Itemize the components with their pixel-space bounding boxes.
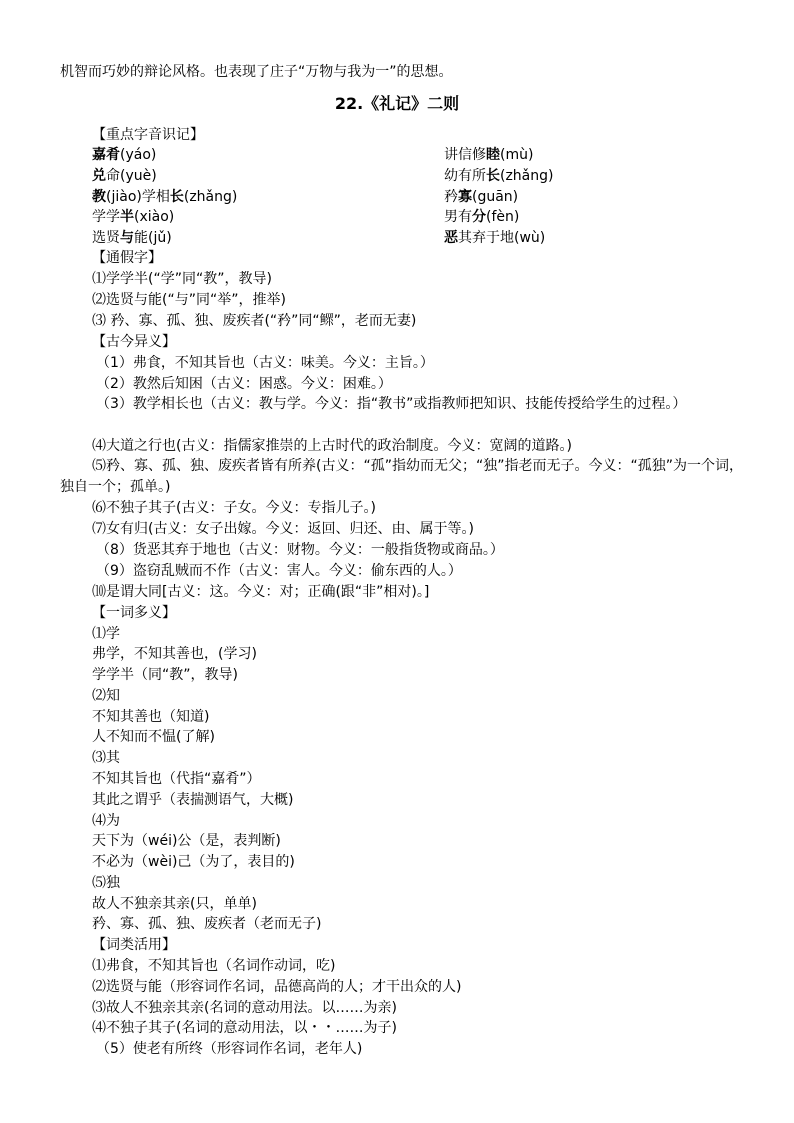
gujin-item-3: （3）教学相长也（古义：教与学。今义：指“教书”或指教师把知识、技能传授给学生的过程。） bbox=[96, 396, 687, 412]
huoyong-item-2: ⑵选贤与能（形容词作名词，品德高尚的人；才干出众的人) bbox=[92, 979, 462, 995]
duoyi-item-7: ⑶其 bbox=[92, 750, 120, 766]
huoyong-item-3: ⑶故人不独亲其亲(名词的意动用法。以……为亲) bbox=[92, 1000, 397, 1016]
section-heading-tongjia: 【通假字】 bbox=[92, 250, 162, 266]
gujin-item-1: （1）弗食，不知其旨也（古义：味美。今义：主旨。） bbox=[96, 355, 434, 371]
duoyi-item-2: 弗学，不知其善也，(学习) bbox=[92, 646, 257, 662]
duoyi-item-14: 故人不独亲其亲(只，单单) bbox=[92, 896, 257, 912]
section-heading-gujin: 【古今异义】 bbox=[92, 334, 176, 350]
page-title: 22.《礼记》二则 bbox=[334, 94, 460, 113]
gujin-item-8: （8）货恶其弃于地也（古义：财物。今义：一般指货物或商品。） bbox=[96, 542, 504, 558]
pron-left-4: 学学半(xiào) bbox=[92, 209, 175, 225]
gujin-item-6: ⑹不独子其子(古义：子女。今义：专指儿子。) bbox=[92, 500, 376, 516]
duoyi-item-1: ⑴学 bbox=[92, 626, 120, 642]
pron-right-1: 讲信修睦(mù) bbox=[444, 147, 534, 163]
huoyong-item-5: （5）使老有所终（形容词作名词，老年人) bbox=[96, 1041, 363, 1057]
duoyi-item-13: ⑸独 bbox=[92, 875, 120, 891]
gujin-item-7: ⑺女有归(古义：女子出嫁。今义：返回、归还、由、属于等。) bbox=[92, 521, 474, 537]
gujin-item-4: ⑷大道之行也(古义：指儒家推崇的上古时代的政治制度。今义：宽阔的道路。) bbox=[92, 438, 572, 454]
duoyi-item-6: 人不知而不愠(了解) bbox=[92, 729, 215, 745]
duoyi-item-15: 矜、寡、孤、独、废疾者（老而无子) bbox=[92, 916, 322, 932]
pron-left-3: 教(jiào)学相长(zhǎng) bbox=[92, 189, 238, 205]
intro-line: 机智而巧妙的辩论风格。也表现了庄子“万物与我为一”的思想。 bbox=[60, 64, 453, 80]
duoyi-item-8: 不知其旨也（代指“嘉肴”） bbox=[92, 771, 261, 787]
pron-right-5: 恶其弃于地(wù) bbox=[444, 230, 546, 246]
gujin-item-2: （2）教然后知困（古义：困惑。今义：困难。） bbox=[96, 376, 392, 392]
duoyi-item-10: ⑷为 bbox=[92, 813, 120, 829]
duoyi-item-5: 不知其善也（知道) bbox=[92, 709, 210, 725]
gujin-item-9: （9）盗窃乱贼而不作（古义：害人。今义：偷东西的人。） bbox=[96, 563, 462, 579]
duoyi-item-3: 学学半（同“教”，教导) bbox=[92, 667, 238, 683]
duoyi-item-12: 不必为（wèi)己（为了，表目的) bbox=[92, 854, 295, 870]
gujin-item-5: ⑸矜、寡、孤、独、废疾者皆有所养(古义：“孤”指幼而无父；“独”指老而无子。今义：“孤独”为一个词，独自一个；孤单。) bbox=[60, 458, 743, 495]
duoyi-item-9: 其此之谓乎（表揣测语气，大概) bbox=[92, 792, 294, 808]
pron-left-2: 兑命(yuè) bbox=[92, 168, 157, 184]
pron-left-5: 选贤与能(jǔ) bbox=[92, 230, 172, 246]
section-heading-huoyong: 【词类活用】 bbox=[92, 937, 176, 953]
tongjia-item-1: ⑴学学半(“学”同“教”，教导) bbox=[92, 271, 272, 287]
tongjia-item-2: ⑵选贤与能(“与”同“举”，推举) bbox=[92, 292, 286, 308]
huoyong-item-1: ⑴弗食，不知其旨也（名词作动词，吃) bbox=[92, 958, 336, 974]
pron-left-1: 嘉肴(yáo) bbox=[92, 147, 157, 163]
huoyong-item-4: ⑷不独子其子(名词的意动用法，以・・……为子) bbox=[92, 1020, 397, 1036]
pron-right-4: 男有分(fèn) bbox=[444, 209, 520, 225]
gujin-item-10: ⑽是谓大同[古义：这。今义：对；正确(跟“非”相对)。] bbox=[92, 584, 430, 600]
duoyi-item-11: 天下为（wéi)公（是，表判断) bbox=[92, 833, 281, 849]
pron-right-3: 矜寡(guān) bbox=[444, 189, 519, 205]
section-heading-duoyi: 【一词多义】 bbox=[92, 605, 176, 621]
pron-right-2: 幼有所长(zhǎng) bbox=[444, 168, 554, 184]
duoyi-item-4: ⑵知 bbox=[92, 688, 120, 704]
section-heading-pronunciation: 【重点字音识记】 bbox=[92, 127, 204, 143]
tongjia-item-3: ⑶ 矜、寡、孤、独、废疾者(“矜”同“鳏”，老而无妻) bbox=[92, 313, 417, 329]
